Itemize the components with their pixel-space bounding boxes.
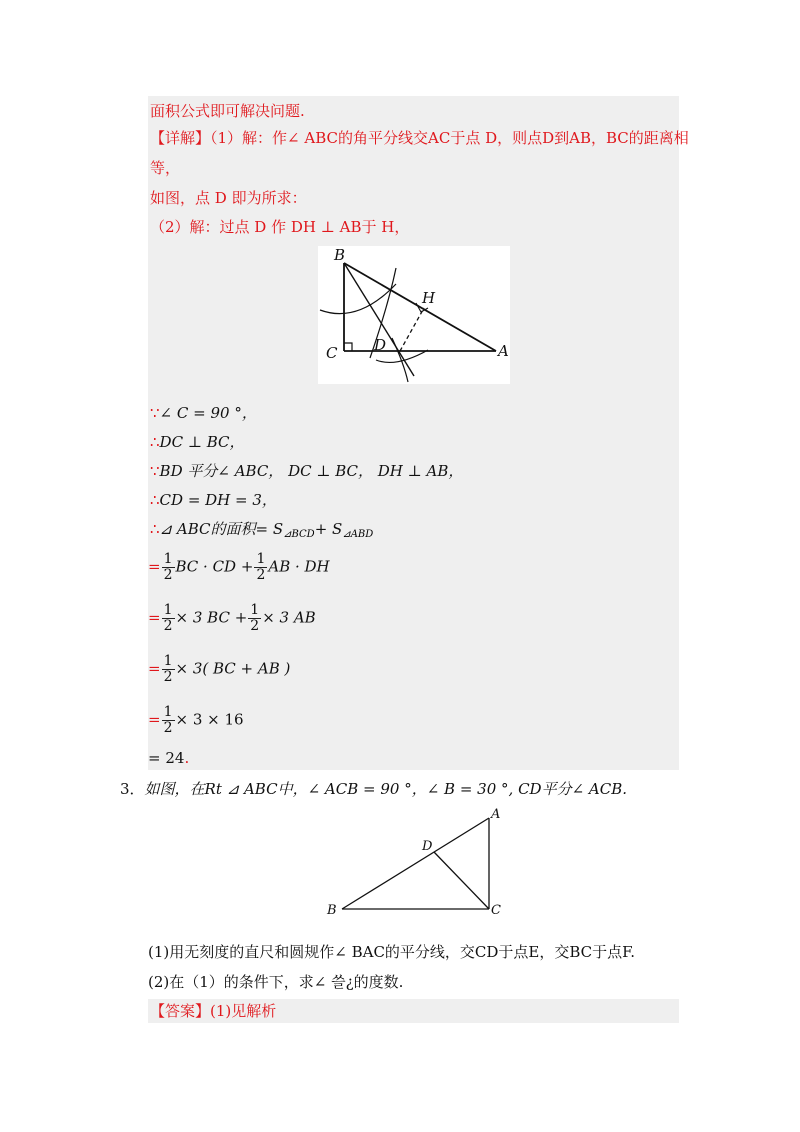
triangle-construction-figure (318, 246, 510, 384)
eq2-a: × 3 BC + (175, 608, 248, 627)
step-4-lead: ∴ (150, 491, 160, 509)
step-4 (150, 489, 277, 511)
label-A: A (498, 342, 509, 360)
equation-1 (148, 552, 330, 583)
step-1-lead: ∵ (150, 404, 160, 422)
step-2-lead: ∴ (150, 433, 160, 451)
label-H: H (422, 289, 436, 307)
label-C: C (326, 344, 338, 362)
question-3-sub2: (2)在（1）的条件下，求∠ 쓸¿的度数. (148, 973, 404, 991)
eq5-lead: = 24 (148, 749, 185, 767)
eq2-lead: = (148, 608, 161, 627)
answer-text: (1)见解析 (210, 1002, 277, 1020)
eq1-b: AB · DH (268, 557, 330, 576)
eq3-a: × 3( BC + AB ) (175, 659, 291, 678)
area-plus: + S (314, 520, 343, 538)
step-3 (150, 460, 463, 482)
q3-label-C: C (491, 903, 501, 918)
answer-line (150, 1000, 276, 1022)
step-3-text: BD 平分∠ ABC， DC ⊥ BC， DH ⊥ AB， (159, 462, 464, 480)
area-lead: ∴ (150, 520, 160, 538)
step-2 (150, 431, 244, 453)
question-3-text: 如图，在Rt ⊿ ABC中，∠ ACB = 90 °，∠ B = 30 °, CD平分∠ ACB. (144, 780, 628, 798)
eq4-lead: = (148, 710, 161, 729)
eq1-a: BC · CD + (175, 557, 254, 576)
eq5-tail: . (184, 749, 190, 767)
detail-tag: 【详解】 (150, 129, 211, 147)
step-2-text: DC ⊥ BC， (159, 433, 245, 451)
step-3-lead: ∵ (150, 462, 160, 480)
answer-tag: 【答案】 (150, 1002, 211, 1020)
area-sub2: ⊿ABD (342, 529, 374, 540)
eq1-frac2: $\frac{1}{2}$ (256, 551, 266, 583)
part1-continuation: 等， (150, 159, 181, 177)
area-tri: ⊿ ABC的面积= S (159, 520, 284, 538)
q3-label-D: D (422, 839, 433, 854)
label-B: B (334, 246, 346, 264)
step-1-text: ∠ C = 90 °， (159, 404, 257, 422)
part1-text: （1）解：作∠ ABC的角平分线交AC于点 D，则点D到AB，BC的距离相 (210, 129, 689, 147)
step-4-text: CD = DH = 3， (159, 491, 277, 509)
q3-label-A: A (491, 807, 501, 822)
figure-note: 如图，点 D 即为所求： (150, 189, 307, 207)
area-line (150, 518, 373, 546)
equation-5 (148, 747, 189, 769)
equation-2 (148, 603, 316, 634)
question-3-stem (120, 778, 627, 800)
equation-4 (148, 705, 244, 736)
eq2-frac1: $\frac{1}{2}$ (163, 602, 173, 634)
eq2-frac2: $\frac{1}{2}$ (250, 602, 260, 634)
eq1-lead: = (148, 557, 161, 576)
eq1-frac1: $\frac{1}{2}$ (163, 551, 173, 583)
question-3-sub1: (1)用无刻度的直尺和圆规作∠ BAC的平分线，交CD于点E，交BC于点F. (148, 943, 635, 961)
step-1 (150, 402, 257, 424)
equation-3 (148, 654, 290, 685)
eq2-b: × 3 AB (262, 608, 316, 627)
eq4-frac: $\frac{1}{2}$ (163, 704, 173, 736)
area-sub1: ⊿BCD (283, 529, 315, 540)
eq3-lead: = (148, 659, 161, 678)
q3-label-B: B (327, 903, 337, 918)
part2-text: （2）解：过点 D 作 DH ⊥ AB于 H， (150, 218, 410, 236)
eq4-a: × 3 × 16 (175, 710, 244, 729)
detail-part1 (150, 127, 689, 149)
question-3-number: 3． (120, 780, 145, 798)
solution-line-1: 面积公式即可解决问题. (150, 102, 305, 120)
question-3-figure (322, 806, 512, 922)
label-D: D (374, 336, 387, 354)
eq3-frac: $\frac{1}{2}$ (163, 653, 173, 685)
